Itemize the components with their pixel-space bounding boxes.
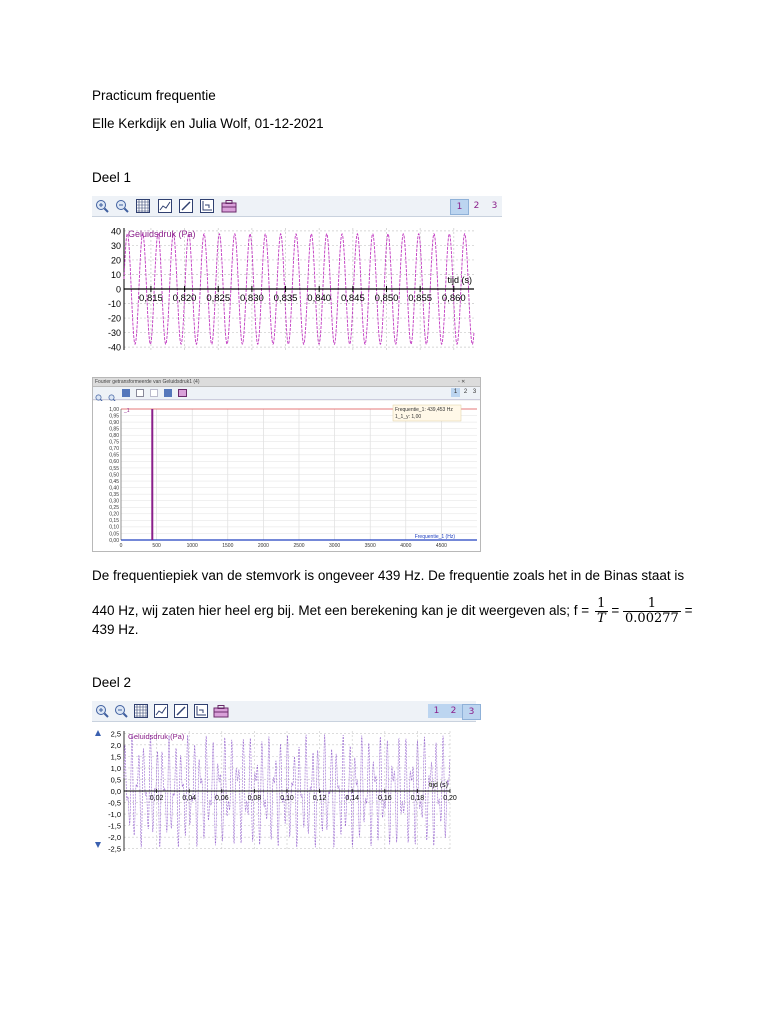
page-button-2[interactable]: 2: [473, 201, 480, 211]
fraction-2-denominator: 0.00277: [625, 611, 679, 626]
y-tick-label: 40: [110, 226, 121, 237]
equals-sign-2: =: [684, 603, 693, 619]
x-tick-label: 3500: [364, 543, 376, 549]
grid-icon[interactable]: [122, 389, 130, 397]
x-tick-label: 0: [119, 543, 123, 549]
y-tick-label: 2,0: [110, 740, 121, 750]
y-tick-label: -10: [107, 299, 121, 310]
y-tick-label: -0,5: [108, 798, 121, 808]
x-tick-label: 0,12: [312, 795, 327, 802]
grid-icon[interactable]: [136, 199, 150, 213]
grid-icon[interactable]: [134, 704, 148, 718]
paragraph-line-2: [92, 597, 692, 626]
y-tick-label: 0,90: [109, 419, 119, 426]
zoom-out-icon[interactable]: [108, 389, 116, 397]
toolbox-icon[interactable]: [178, 389, 187, 397]
x-tick-label: 1500: [222, 543, 234, 549]
y-tick-label: 0,0: [110, 787, 121, 796]
page-button-2[interactable]: 2: [463, 389, 468, 395]
fft-window-title: Fourier getransformeerde van Geluidsdruk1 (4): [95, 379, 200, 385]
x-tick-label: 0,04: [182, 795, 197, 802]
x-tick-label: 0,835: [273, 293, 298, 304]
fft-chart: [93, 401, 480, 551]
fft-toolbar: [93, 387, 480, 400]
section-heading-deel-1: Deel 1: [92, 170, 132, 185]
fraction-1-numerator: 1: [595, 597, 608, 612]
y-tick-label: 1,5: [110, 752, 121, 762]
y-tick-label: 0,25: [109, 505, 119, 512]
edit-chart-icon[interactable]: [179, 199, 193, 213]
paragraph-line-2-text: 440 Hz, wij zaten hier heel erg bij. Met een berekening kan je dit weergeven als; f =: [92, 603, 590, 619]
x-tick-label: 2000: [257, 543, 269, 549]
x-tick-label: 0,825: [206, 293, 231, 304]
scroll-up-arrow-icon: [95, 730, 101, 736]
x-tick-label: 4000: [400, 543, 412, 549]
x-tick-label: 2500: [293, 543, 305, 549]
page-button-3[interactable]: 3: [491, 201, 498, 211]
x-axis-label: tijd (s): [447, 275, 472, 285]
y-tick-label: 30: [110, 240, 121, 251]
fft-readout-amplitude: 1_1_y: 1,00: [395, 414, 422, 420]
y-tick-label: 0,95: [109, 413, 119, 420]
x-tick-label: 0,815: [139, 293, 163, 304]
y-tick-label: 2,5: [110, 729, 121, 739]
y-tick-label: 0,40: [109, 485, 119, 492]
zoom-in-icon[interactable]: [95, 389, 103, 397]
x-tick-label: 0,06: [214, 795, 229, 802]
fft-readout-frequency: Frequentie_1: 439,453 Hz: [395, 407, 453, 413]
y-tick-label: 0,05: [109, 531, 119, 538]
y-tick-label: 0,35: [109, 491, 119, 498]
x-tick-label: 0,20: [443, 795, 457, 802]
y-tick-label: 0,10: [109, 524, 119, 531]
document-title: Practicum frequentie: [92, 88, 216, 103]
y-tick-label: 0,75: [109, 439, 119, 446]
axis-icon[interactable]: [164, 389, 172, 397]
y-tick-label: 0,15: [109, 518, 119, 525]
y-tick-label: -2,5: [108, 844, 121, 854]
y-tick-label: 20: [110, 255, 121, 266]
y-tick-label: 0,00: [109, 537, 119, 544]
fft-window-controls[interactable]: ▫ ✕: [458, 379, 466, 385]
x-axis-label: tijd (s): [428, 782, 448, 789]
y-tick-label: 0,45: [109, 478, 119, 485]
sound-pressure-chart-2: [92, 727, 457, 855]
fft-x-axis-label: Frequentie_1 (Hz): [414, 534, 455, 540]
toolbox-icon[interactable]: [213, 704, 229, 718]
x-tick-label: 0,830: [239, 293, 264, 304]
scroll-down-arrow-icon: [95, 842, 101, 848]
page-button-3[interactable]: 3: [472, 389, 477, 395]
fraction-1-denominator: T: [596, 611, 606, 626]
x-tick-label: 0,16: [377, 795, 392, 802]
paragraph-line-3: 439 Hz.: [92, 622, 139, 637]
chart-toolbar-2: [92, 701, 476, 722]
x-tick-label: 3000: [329, 543, 341, 549]
y-tick-label: 0: [115, 284, 121, 295]
x-tick-label: 500: [152, 543, 161, 549]
y-tick-label: -20: [107, 313, 121, 324]
zoom-out-icon[interactable]: [115, 199, 129, 213]
x-tick-label: 1000: [186, 543, 198, 549]
y-tick-label: 0,20: [109, 511, 119, 518]
chart-1-title: Geluidsdruk (Pa): [128, 229, 196, 239]
y-tick-label: 1,00: [109, 406, 119, 413]
fft-series-label: _1: [124, 408, 130, 414]
page-button-3[interactable]: 3: [462, 704, 481, 720]
chart-toolbar: [92, 196, 502, 217]
fraction-2-numerator: 1: [623, 597, 681, 612]
edit-chart-icon[interactable]: [174, 704, 188, 718]
page-button-1[interactable]: 1: [450, 199, 469, 215]
y-tick-label: -1,0: [108, 810, 121, 820]
edit-chart-icon[interactable]: [150, 389, 158, 397]
fft-window: [92, 377, 481, 552]
y-tick-label: -40: [107, 342, 121, 353]
y-tick-label: -2,0: [108, 833, 121, 843]
x-tick-label: 0,850: [374, 293, 399, 304]
sound-pressure-chart-1: [92, 222, 478, 354]
x-tick-label: 0,845: [340, 293, 365, 304]
y-tick-label: 0,70: [109, 446, 119, 453]
y-tick-label: 0,60: [109, 459, 119, 466]
fft-plot-background: [93, 401, 480, 551]
fft-window-titlebar[interactable]: [93, 378, 480, 387]
x-tick-label: 0,02: [149, 795, 164, 802]
y-tick-label: 0,55: [109, 465, 119, 472]
section-heading-deel-2: Deel 2: [92, 675, 132, 690]
equals-sign: =: [611, 603, 620, 619]
x-tick-label: 0,10: [280, 795, 294, 802]
x-tick-label: 0,08: [247, 795, 262, 802]
x-tick-label: 0,14: [345, 795, 360, 802]
y-tick-label: -30: [107, 328, 121, 339]
fraction-1-over-t: [595, 597, 608, 626]
document-authors: Elle Kerkdijk en Julia Wolf, 01-12-2021: [92, 116, 324, 131]
page-button-2[interactable]: 2: [445, 704, 462, 718]
paragraph-line-1: De frequentiepiek van de stemvork is ongeveer 439 Hz. De frequentie zoals het in de Binas staat is: [92, 568, 685, 583]
y-tick-label: 0,30: [109, 498, 119, 505]
x-tick-label: 0,840: [307, 293, 332, 304]
chart-3-title: Geluidsdruk (Pa): [128, 732, 185, 741]
line-chart-icon[interactable]: [154, 704, 168, 718]
zoom-out-icon[interactable]: [114, 704, 128, 718]
axis-icon[interactable]: [194, 704, 208, 718]
y-tick-label: 10: [110, 269, 121, 280]
y-tick-label: 0,65: [109, 452, 119, 459]
x-tick-label: 0,855: [408, 293, 433, 304]
fraction-2: [623, 597, 681, 626]
toolbox-icon[interactable]: [221, 199, 237, 213]
line-chart-icon[interactable]: [136, 389, 144, 397]
x-tick-label: 0,18: [410, 795, 425, 802]
y-tick-label: 1,0: [110, 763, 121, 773]
zoom-in-icon[interactable]: [95, 199, 109, 213]
page-button-1[interactable]: 1: [451, 388, 460, 397]
page-button-1[interactable]: 1: [428, 704, 445, 718]
y-tick-label: -1,5: [108, 821, 121, 831]
line-chart-icon[interactable]: [158, 199, 172, 213]
x-tick-label: 0,860: [441, 293, 466, 304]
y-tick-label: 0,80: [109, 433, 119, 439]
x-tick-label: 0,820: [172, 293, 197, 304]
x-tick-label: 4500: [435, 543, 447, 549]
y-tick-label: 0,5: [110, 775, 121, 785]
zoom-in-icon[interactable]: [95, 704, 109, 718]
axis-icon[interactable]: [200, 199, 214, 213]
y-tick-label: 0,50: [109, 472, 119, 479]
y-tick-label: 0,85: [109, 426, 119, 433]
